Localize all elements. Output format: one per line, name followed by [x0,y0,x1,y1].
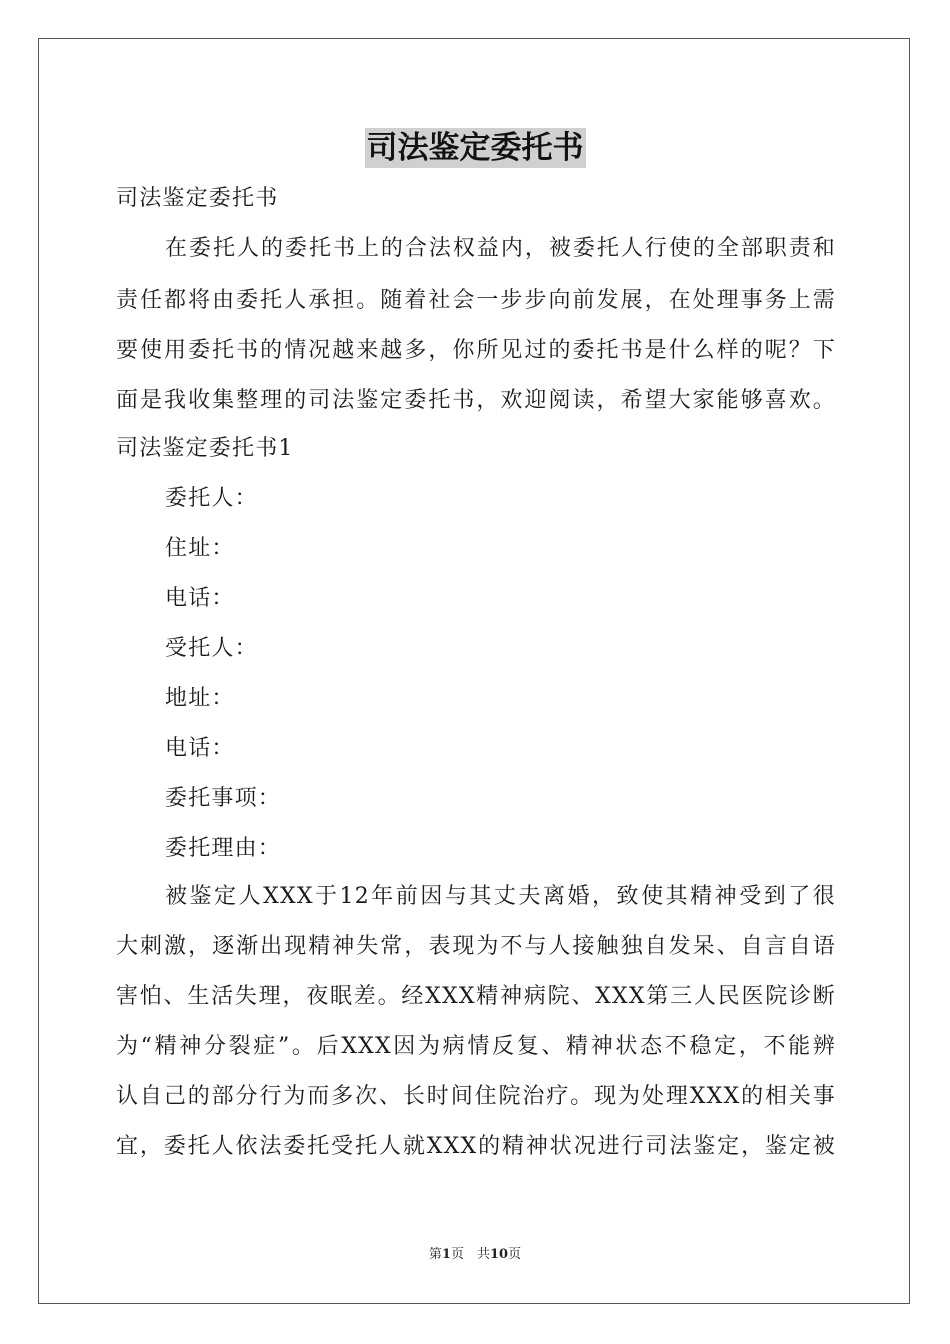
title-wrap [0,128,950,168]
field-entrustment-reason: 委托理由： [165,836,282,861]
body-line-2: 大刺激，逐渐出现精神失常，表现为不与人接触独自发呆、自言自语 [116,934,836,959]
footer-current-page: 1 [441,1247,451,1262]
body-line-1: 被鉴定人XXX于12年前因与其丈夫离婚，致使其精神受到了很 [165,884,836,909]
body-line-4: 为“精神分裂症”。后XXX因为病情反复、精神状态不稳定，不能辨 [116,1034,836,1059]
field-address: 住址： [165,536,235,561]
field-entrusted-matters: 委托事项： [165,786,282,811]
footer-suffix: 页 [508,1247,522,1262]
footer-mid: 页 共 [450,1247,490,1262]
field-entrusting-party: 委托人： [165,486,258,511]
intro-line-2: 责任都将由委托人承担。随着社会一步步向前发展，在处理事务上需 [116,288,836,313]
body-line-5: 认自己的部分行为而多次、长时间住院治疗。现为处理XXX的相关事 [116,1084,836,1109]
field-trustee-address: 地址： [165,686,235,711]
field-phone: 电话： [165,586,235,611]
page-footer [0,1246,950,1264]
field-trustee-phone: 电话： [165,736,235,761]
field-trustee: 受托人： [165,636,258,661]
document-title: 司法鉴定委托书 [366,130,584,166]
section-heading: 司法鉴定委托书1 [116,436,294,461]
page-border [38,38,910,1304]
footer-total-pages: 10 [489,1247,509,1262]
footer-prefix: 第 [428,1247,442,1262]
body-line-3: 害怕、生活失理，夜眠差。经XXX精神病院、XXX第三人民医院诊断 [116,984,836,1009]
intro-line-3: 要使用委托书的情况越来越多，你所见过的委托书是什么样的呢？下 [116,338,836,363]
body-line-6: 宜，委托人依法委托受托人就XXX的精神状况进行司法鉴定，鉴定被 [116,1134,836,1159]
intro-line-1: 在委托人的委托书上的合法权益内，被委托人行使的全部职责和 [165,236,836,261]
intro-line-4: 面是我收集整理的司法鉴定委托书，欢迎阅读，希望大家能够喜欢。 [116,388,836,413]
document-subtitle: 司法鉴定委托书 [116,186,279,211]
